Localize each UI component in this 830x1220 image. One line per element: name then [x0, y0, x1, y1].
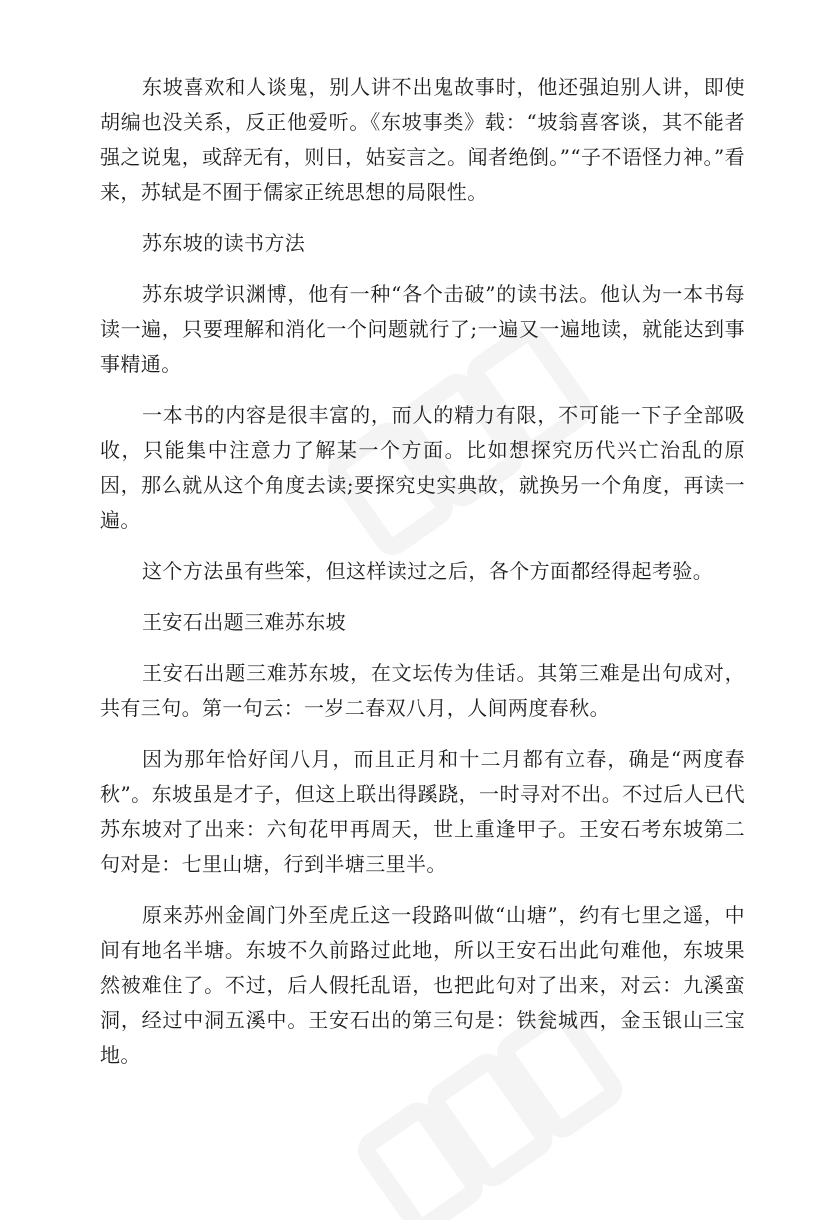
section-heading-wang-anshi: 王安石出题三难苏东坡 — [142, 610, 346, 634]
paragraph-wang-anshi-2: 因为那年恰好闰八月，而且正月和十二月都有立春，确是“两度春秋”。东坡虽是才子，但这上联出得蹊跷，一时寻对不出。不过后人已代苏东坡对了出来：六旬花甲再周天，世上重逢甲子。王安石考东坡第二句对是：七里山塘，行到半塘三里半。 — [100, 747, 745, 876]
paragraph-ghost-stories: 东坡喜欢和人谈鬼，别人讲不出鬼故事时，他还强迫别人讲，即使胡编也没关系，反正他爱听。《东坡事类》载：“坡翁喜客谈，其不能者强之说鬼，或辞无有，则日，姑妄言之。闻者绝倒。”“子不语怪力神。”看来，苏轼是不囿于儒家正统思想的局限性。 — [100, 75, 745, 204]
paragraph-wang-anshi-1: 王安石出题三难苏东坡，在文坛传为佳话。其第三难是出句成对，共有三句。第一句云：一岁二春双八月，人间两度春秋。 — [100, 661, 745, 720]
paragraph-reading-method-3: 这个方法虽有些笨，但这样读过之后，各个方面都经得起考验。 — [142, 559, 714, 583]
paragraph-reading-method-2: 一本书的内容是很丰富的，而人的精力有限，不可能一下子全部吸收，只能集中注意力了解某一个方面。比如想探究历代兴亡治乱的原因，那么就从这个角度去读;要探究史实典故，就换另一个角度，再读一遍。 — [100, 403, 745, 532]
paragraph-reading-method-1: 苏东坡学识渊博，他有一种“各个击破”的读书法。他认为一本书每读一遍，只要理解和消化一个问题就行了;一遍又一遍地读，就能达到事事精通。 — [100, 282, 745, 376]
section-heading-reading-method: 苏东坡的读书方法 — [142, 231, 306, 255]
paragraph-wang-anshi-3: 原来苏州金阊门外至虎丘这一段路叫做“山塘”，约有七里之遥，中间有地名半塘。东坡不久前路过此地，所以王安石出此句难他，东坡果然被难住了。不过，后人假托乱语，也把此句对了出来，对云：九溪蛮洞，经过中洞五溪中。王安石出的第三句是：铁瓮城西，金玉银山三宝地。 — [100, 903, 745, 1067]
document-body — [100, 70, 745, 1073]
